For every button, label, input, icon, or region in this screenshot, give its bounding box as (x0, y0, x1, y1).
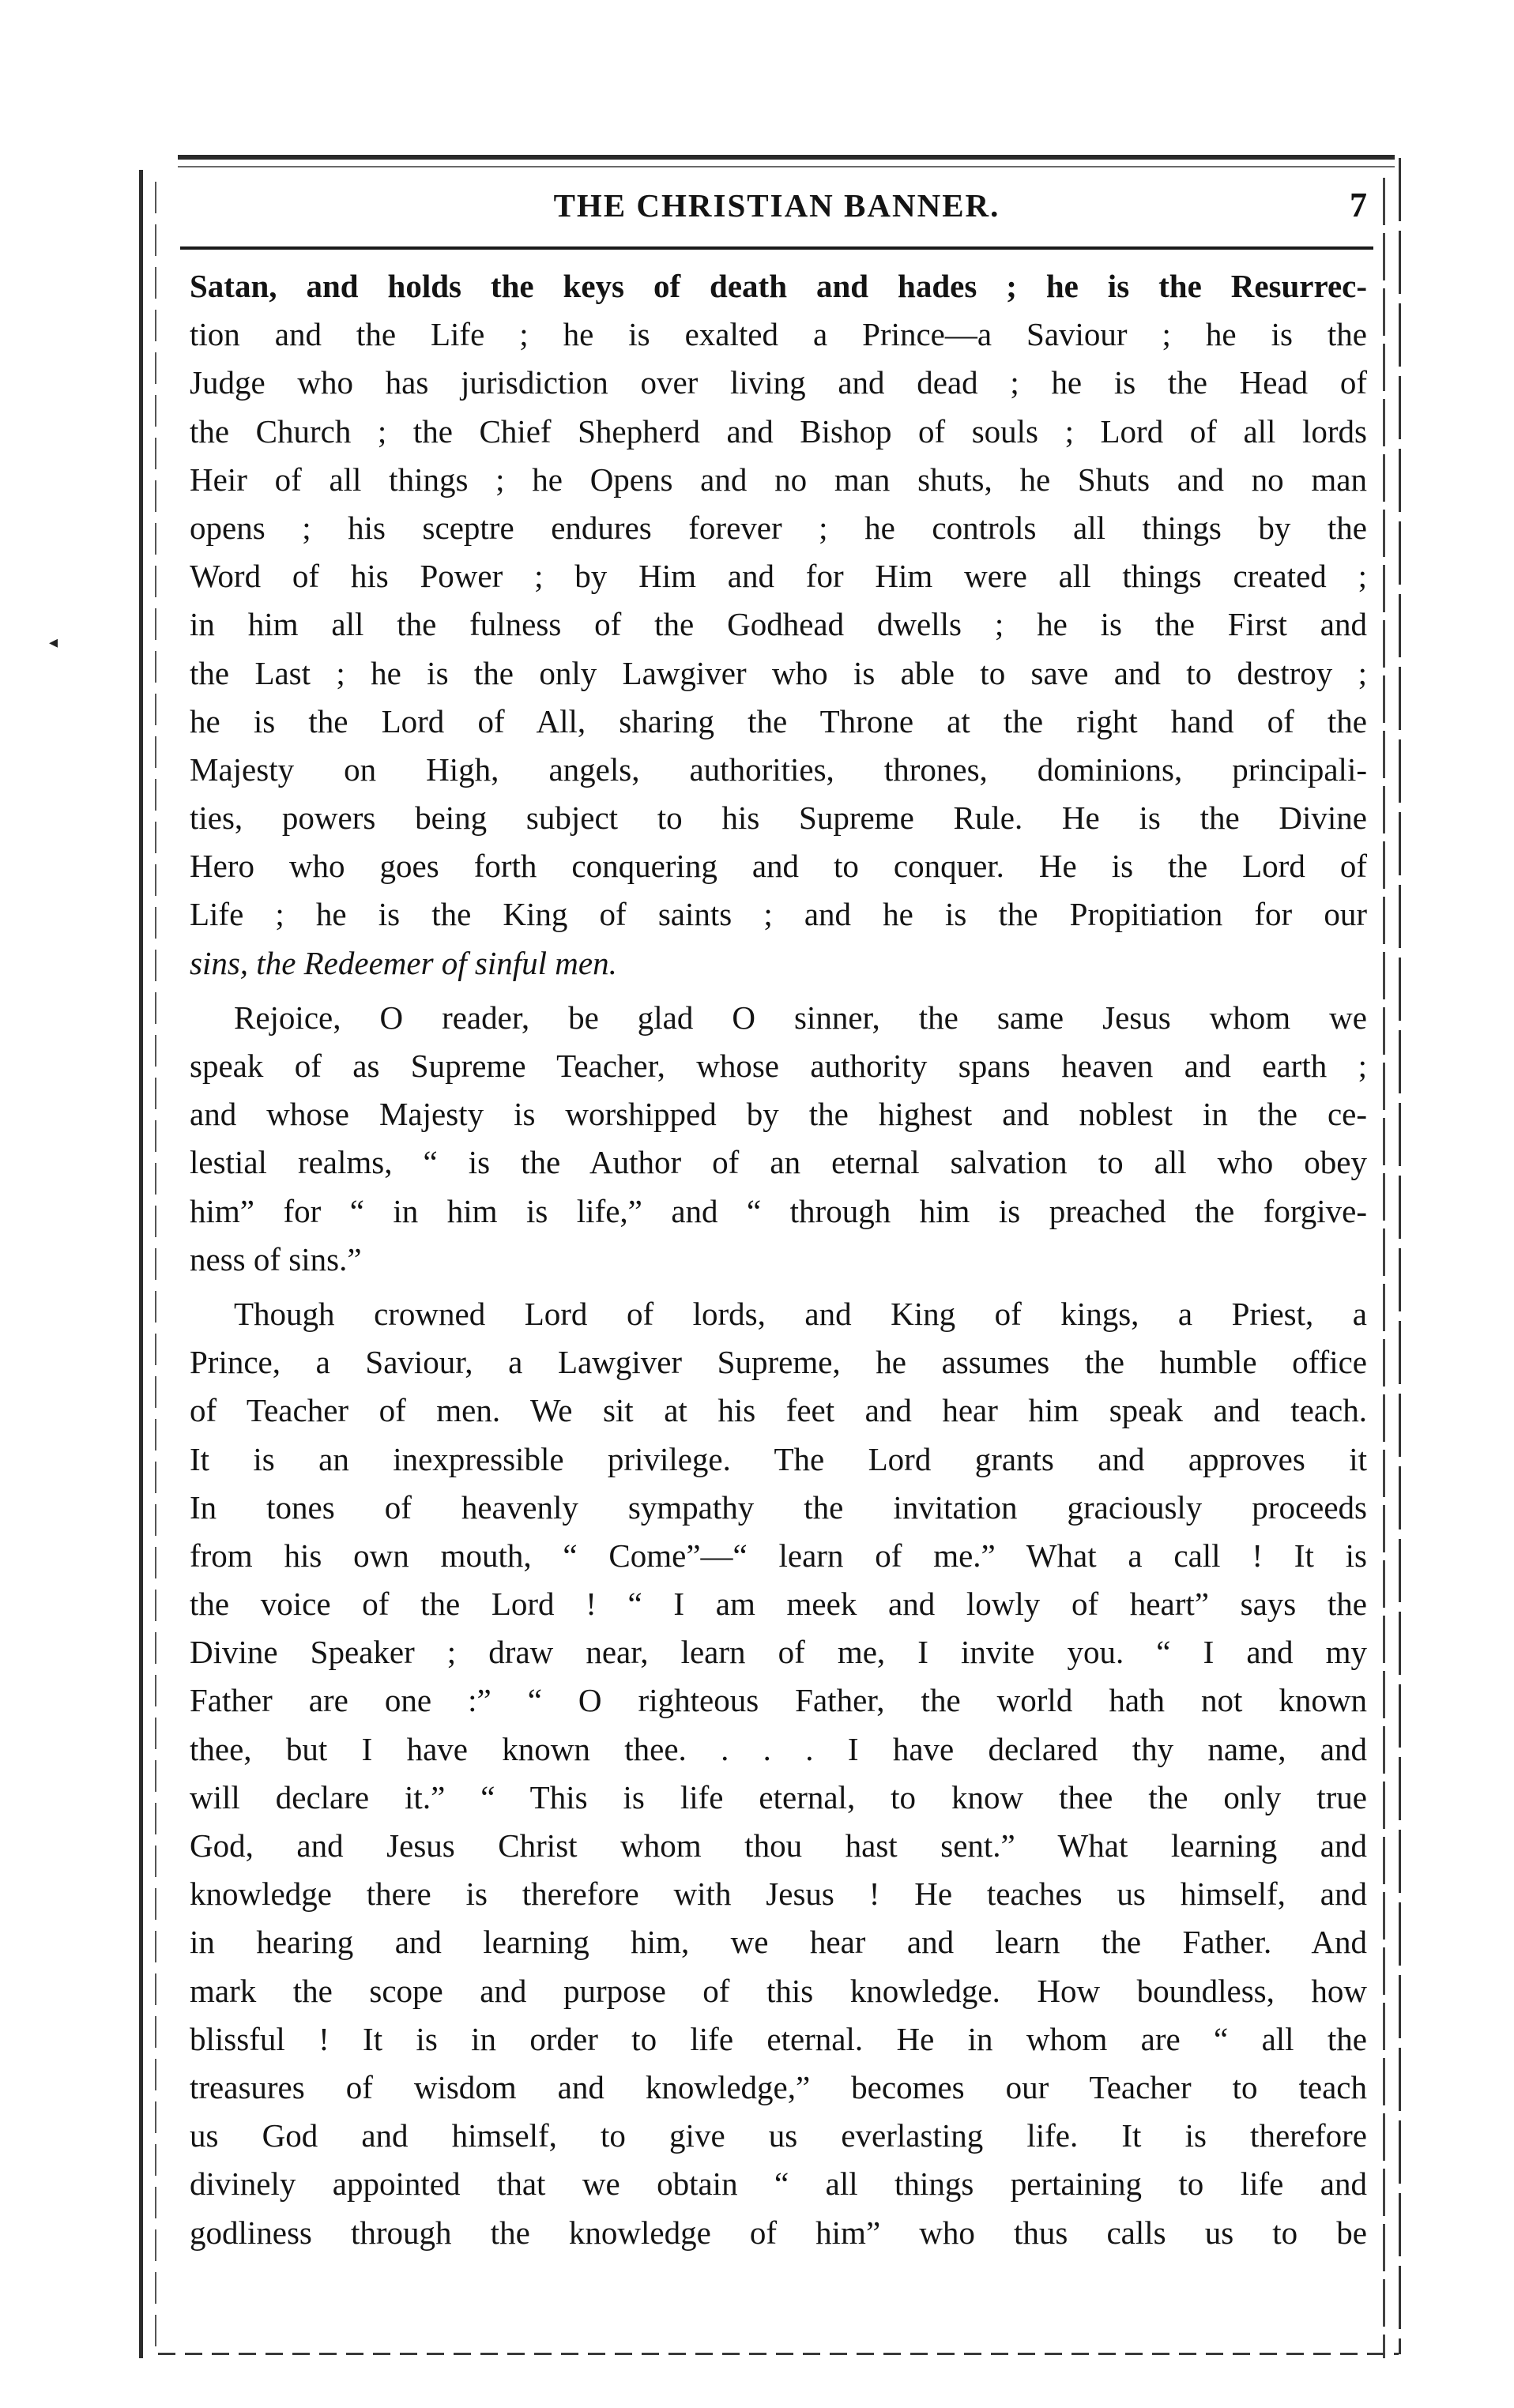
line-text: Divine Speaker ; draw near, learn of me, I invite you. “ I and my (190, 1634, 1367, 1671)
right-border-outer (1399, 158, 1401, 2354)
text-line (190, 794, 1367, 842)
text-line (190, 1435, 1367, 1484)
line-text: from his own mouth, “ Come”—“ learn of me.” What a call ! It is (190, 1537, 1367, 1574)
line-text: Rejoice, O reader, be glad O sinner, the same Jesus whom we (234, 999, 1367, 1036)
line-text: lestial realms, “ is the Author of an eternal salvation to all who obey (190, 1144, 1367, 1181)
text-line (190, 2160, 1367, 2208)
line-text: opens ; his sceptre endures forever ; he controls all things by the (190, 509, 1367, 546)
top-rule-thin (178, 166, 1395, 167)
text-line (190, 1484, 1367, 1532)
line-text: godliness through the knowledge of him” who thus calls us to be (190, 2214, 1367, 2251)
text-line (190, 842, 1367, 890)
line-text: Prince, a Saviour, a Lawgiver Supreme, he assumes the humble office (190, 1344, 1367, 1381)
text-line (190, 262, 1367, 310)
line-text: Satan, and holds the keys of death and hades ; he is the Resurrec- (190, 268, 1367, 304)
paragraph-3 (190, 1290, 1367, 2257)
line-text: Hero who goes forth conquering and to conquer. He is the Lord of (190, 848, 1367, 885)
line-text: him” for “ in him is life,” and “ through him is preached the forgive- (190, 1192, 1367, 1229)
text-line (190, 1090, 1367, 1138)
line-text: he is the Lord of All, sharing the Throne at the right hand of the (190, 702, 1367, 739)
line-text: Heir of all things ; he Opens and no man shuts, he Shuts and no man (190, 461, 1367, 498)
line-text: Judge who has jurisdiction over living and dead ; he is the Head of (190, 364, 1367, 401)
line-text: and whose Majesty is worshipped by the highest and noblest in the ce- (190, 1096, 1367, 1133)
running-title: THE CHRISTIAN BANNER. (553, 187, 1000, 224)
text-line (190, 649, 1367, 698)
line-text: Life ; he is the King of saints ; and he is the Propitiation for our (190, 896, 1367, 933)
line-text: knowledge there is therefore with Jesus ! He teaches us himself, and (190, 1876, 1367, 1913)
text-line (190, 2064, 1367, 2112)
text-line (190, 890, 1367, 939)
article-body (190, 262, 1367, 2257)
text-line (190, 1386, 1367, 1435)
text-line (190, 939, 1367, 988)
text-line (190, 408, 1367, 456)
text-line (190, 1774, 1367, 1822)
text-line (190, 1918, 1367, 1966)
text-line (190, 504, 1367, 552)
text-line (190, 1187, 1367, 1236)
text-line (190, 1236, 1367, 1284)
text-line (190, 994, 1367, 1042)
line-text: in hearing and learning him, we hear and learn the Father. And (190, 1924, 1367, 1961)
paragraph-1 (190, 262, 1367, 988)
top-rule (178, 155, 1395, 160)
bottom-rule (158, 2353, 1399, 2355)
text-line (190, 2112, 1367, 2160)
text-line (190, 1580, 1367, 1628)
line-text: thee, but I have known thee. . . . I have declared thy name, and (190, 1730, 1367, 1767)
line-text: ties, powers being subject to his Supreme Rule. He is the Divine (190, 800, 1367, 837)
text-line (190, 1042, 1367, 1090)
line-text: sins, the Redeemer of sinful men. (190, 944, 617, 981)
line-text: treasures of wisdom and knowledge,” becomes our Teacher to teach (190, 2068, 1367, 2105)
text-line (190, 359, 1367, 407)
line-text: in him all the fulness of the Godhead dwells ; he is the First and (190, 606, 1367, 643)
line-text: Majesty on High, angels, authorities, thrones, dominions, principali- (190, 751, 1367, 788)
line-text: Word of his Power ; by Him and for Him were all things created ; (190, 558, 1367, 595)
text-line (190, 746, 1367, 794)
line-text: ness of sins.” (190, 1240, 362, 1277)
line-text: of Teacher of men. We sit at his feet and hear him speak and teach. (190, 1392, 1367, 1429)
text-line (190, 1725, 1367, 1774)
text-line (190, 1290, 1367, 1338)
text-line (190, 1676, 1367, 1725)
left-border (139, 170, 143, 2358)
line-text: the voice of the Lord ! “ I am meek and lowly of heart” says the (190, 1586, 1367, 1623)
paragraph-2 (190, 994, 1367, 1284)
text-line (190, 552, 1367, 600)
left-border-dashed (155, 182, 156, 2346)
text-line (190, 698, 1367, 746)
line-text: Father are one :” “ O righteous Father, the world hath not known (190, 1682, 1367, 1719)
text-line (190, 1870, 1367, 1918)
line-text: divinely appointed that we obtain “ all things pertaining to life and (190, 2165, 1367, 2203)
page-number: 7 (1350, 186, 1367, 224)
line-text: tion and the Life ; he is exalted a Prince—a Saviour ; he is the (190, 316, 1367, 353)
line-text: God, and Jesus Christ whom thou hast sent.” What learning and (190, 1827, 1367, 1864)
paragraph-gap (190, 1284, 1367, 1290)
line-text: speak of as Supreme Teacher, whose authority spans heaven and earth ; (190, 1048, 1367, 1084)
text-line (190, 1967, 1367, 2015)
text-line (190, 2015, 1367, 2064)
header-rule (180, 246, 1373, 250)
text-line (190, 456, 1367, 504)
line-text: blissful ! It is in order to life eternal. He in whom are “ all the (190, 2020, 1367, 2057)
line-text: will declare it.” “ This is life eternal, to know thee the only true (190, 1778, 1367, 1815)
line-text: It is an inexpressible privilege. The Lord grants and approves it (190, 1440, 1367, 1477)
text-line (190, 310, 1367, 359)
line-text: mark the scope and purpose of this knowledge. How boundless, how (190, 1972, 1367, 2009)
text-line (190, 1338, 1367, 1386)
line-text: Though crowned Lord of lords, and King of kings, a Priest, a (234, 1295, 1367, 1332)
line-text: the Church ; the Chief Shepherd and Bishop of souls ; Lord of all lords (190, 412, 1367, 450)
line-text: In tones of heavenly sympathy the invitation graciously proceeds (190, 1488, 1367, 1526)
text-line (190, 1138, 1367, 1187)
line-text: us God and himself, to give us everlasting life. It is therefore (190, 2117, 1367, 2154)
text-line (190, 1532, 1367, 1580)
text-line (190, 600, 1367, 649)
running-header (180, 180, 1373, 235)
margin-mark-icon: ◂ (49, 632, 58, 652)
text-line (190, 1628, 1367, 1676)
text-line (190, 2209, 1367, 2257)
paragraph-gap (190, 988, 1367, 994)
line-text: the Last ; he is the only Lawgiver who is able to save and to destroy ; (190, 654, 1367, 691)
right-border (1383, 178, 1385, 2358)
text-line (190, 1822, 1367, 1870)
